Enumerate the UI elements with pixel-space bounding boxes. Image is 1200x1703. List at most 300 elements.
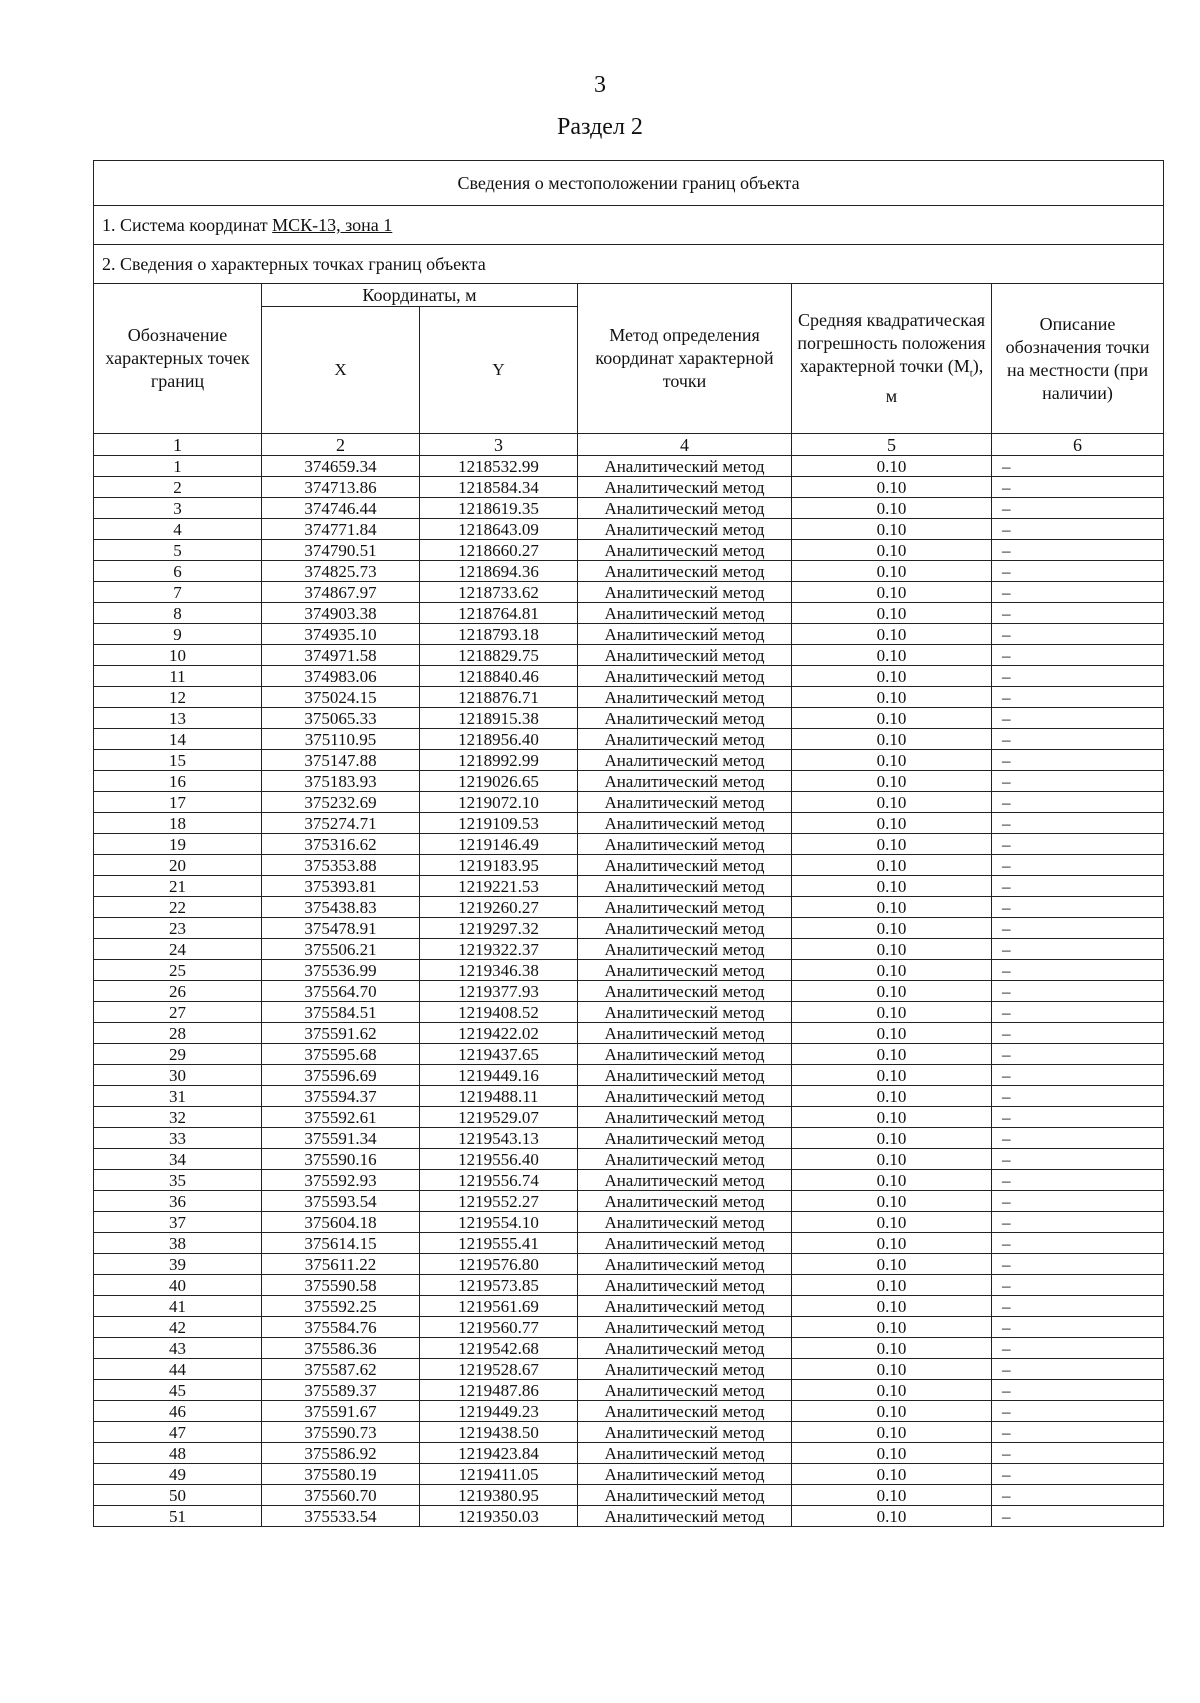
point-number-cell: 50 bbox=[94, 1485, 262, 1506]
coordinate-system-value: МСК-13, зона 1 bbox=[272, 215, 393, 235]
method-cell: Аналитический метод bbox=[578, 1296, 792, 1317]
method-cell: Аналитический метод bbox=[578, 456, 792, 477]
x-coordinate-cell: 375183.93 bbox=[262, 771, 420, 792]
point-number-cell: 15 bbox=[94, 750, 262, 771]
method-cell: Аналитический метод bbox=[578, 1422, 792, 1443]
description-cell: – bbox=[992, 897, 1164, 918]
description-cell: – bbox=[992, 603, 1164, 624]
y-coordinate-cell: 1218829.75 bbox=[420, 645, 578, 666]
point-number-cell: 47 bbox=[94, 1422, 262, 1443]
x-coordinate-cell: 375592.93 bbox=[262, 1170, 420, 1191]
column-number: 5 bbox=[792, 434, 992, 456]
point-number-cell: 18 bbox=[94, 813, 262, 834]
y-coordinate-cell: 1219488.11 bbox=[420, 1086, 578, 1107]
x-coordinate-cell: 374971.58 bbox=[262, 645, 420, 666]
method-cell: Аналитический метод bbox=[578, 1044, 792, 1065]
y-coordinate-cell: 1219576.80 bbox=[420, 1254, 578, 1275]
description-cell: – bbox=[992, 918, 1164, 939]
error-cell: 0.10 bbox=[792, 813, 992, 834]
y-coordinate-cell: 1219146.49 bbox=[420, 834, 578, 855]
y-coordinate-cell: 1219528.67 bbox=[420, 1359, 578, 1380]
description-cell: – bbox=[992, 1086, 1164, 1107]
error-cell: 0.10 bbox=[792, 792, 992, 813]
table-row bbox=[94, 792, 1164, 813]
method-cell: Аналитический метод bbox=[578, 1170, 792, 1191]
method-cell: Аналитический метод bbox=[578, 624, 792, 645]
table-row bbox=[94, 981, 1164, 1002]
y-coordinate-cell: 1218733.62 bbox=[420, 582, 578, 603]
error-cell: 0.10 bbox=[792, 834, 992, 855]
method-cell: Аналитический метод bbox=[578, 1107, 792, 1128]
table-row bbox=[94, 750, 1164, 771]
x-coordinate-cell: 375584.76 bbox=[262, 1317, 420, 1338]
x-coordinate-cell: 375580.19 bbox=[262, 1464, 420, 1485]
x-coordinate-cell: 374903.38 bbox=[262, 603, 420, 624]
description-cell: – bbox=[992, 1443, 1164, 1464]
header-designation: Обозначение характерных точек границ bbox=[94, 284, 262, 434]
description-cell: – bbox=[992, 1359, 1164, 1380]
y-coordinate-cell: 1218956.40 bbox=[420, 729, 578, 750]
method-cell: Аналитический метод bbox=[578, 708, 792, 729]
method-cell: Аналитический метод bbox=[578, 582, 792, 603]
method-cell: Аналитический метод bbox=[578, 1065, 792, 1086]
x-coordinate-cell: 374659.34 bbox=[262, 456, 420, 477]
table-row bbox=[94, 1149, 1164, 1170]
x-coordinate-cell: 375590.16 bbox=[262, 1149, 420, 1170]
error-cell: 0.10 bbox=[792, 1086, 992, 1107]
point-number-cell: 7 bbox=[94, 582, 262, 603]
error-cell: 0.10 bbox=[792, 876, 992, 897]
description-cell: – bbox=[992, 1254, 1164, 1275]
description-cell: – bbox=[992, 540, 1164, 561]
table-row bbox=[94, 1296, 1164, 1317]
method-cell: Аналитический метод bbox=[578, 498, 792, 519]
table-row bbox=[94, 1506, 1164, 1527]
y-coordinate-cell: 1219542.68 bbox=[420, 1338, 578, 1359]
description-cell: – bbox=[992, 960, 1164, 981]
point-number-cell: 12 bbox=[94, 687, 262, 708]
table-row bbox=[94, 1128, 1164, 1149]
x-coordinate-cell: 374983.06 bbox=[262, 666, 420, 687]
x-coordinate-cell: 375592.25 bbox=[262, 1296, 420, 1317]
coordinate-system-cell bbox=[94, 206, 1164, 245]
point-number-cell: 5 bbox=[94, 540, 262, 561]
x-coordinate-cell: 375536.99 bbox=[262, 960, 420, 981]
x-coordinate-cell: 375024.15 bbox=[262, 687, 420, 708]
x-coordinate-cell: 375232.69 bbox=[262, 792, 420, 813]
table-row bbox=[94, 1254, 1164, 1275]
column-number: 2 bbox=[262, 434, 420, 456]
method-cell: Аналитический метод bbox=[578, 813, 792, 834]
header-row-1 bbox=[94, 284, 1164, 307]
error-cell: 0.10 bbox=[792, 603, 992, 624]
table-row bbox=[94, 666, 1164, 687]
method-cell: Аналитический метод bbox=[578, 1191, 792, 1212]
error-cell: 0.10 bbox=[792, 960, 992, 981]
point-number-cell: 45 bbox=[94, 1380, 262, 1401]
x-coordinate-cell: 374825.73 bbox=[262, 561, 420, 582]
y-coordinate-cell: 1219422.02 bbox=[420, 1023, 578, 1044]
error-cell: 0.10 bbox=[792, 1170, 992, 1191]
point-number-cell: 10 bbox=[94, 645, 262, 666]
error-cell: 0.10 bbox=[792, 1422, 992, 1443]
x-coordinate-cell: 375611.22 bbox=[262, 1254, 420, 1275]
table-row bbox=[94, 519, 1164, 540]
header-y: Y bbox=[420, 307, 578, 434]
error-cell: 0.10 bbox=[792, 1044, 992, 1065]
x-coordinate-cell: 375587.62 bbox=[262, 1359, 420, 1380]
table-row bbox=[94, 708, 1164, 729]
description-cell: – bbox=[992, 1023, 1164, 1044]
point-number-cell: 17 bbox=[94, 792, 262, 813]
method-cell: Аналитический метод bbox=[578, 1506, 792, 1527]
method-cell: Аналитический метод bbox=[578, 540, 792, 561]
point-number-cell: 34 bbox=[94, 1149, 262, 1170]
table-row bbox=[94, 1023, 1164, 1044]
x-coordinate-cell: 375393.81 bbox=[262, 876, 420, 897]
method-cell: Аналитический метод bbox=[578, 1317, 792, 1338]
x-coordinate-cell: 375533.54 bbox=[262, 1506, 420, 1527]
error-cell: 0.10 bbox=[792, 1401, 992, 1422]
x-coordinate-cell: 375591.62 bbox=[262, 1023, 420, 1044]
table-row bbox=[94, 834, 1164, 855]
error-cell: 0.10 bbox=[792, 729, 992, 750]
y-coordinate-cell: 1219543.13 bbox=[420, 1128, 578, 1149]
header-description: Описание обозначения точки на местности (при наличии) bbox=[992, 284, 1164, 434]
description-cell: – bbox=[992, 1485, 1164, 1506]
description-cell: – bbox=[992, 1275, 1164, 1296]
error-cell: 0.10 bbox=[792, 750, 992, 771]
error-cell: 0.10 bbox=[792, 540, 992, 561]
table-row bbox=[94, 1191, 1164, 1212]
description-cell: – bbox=[992, 582, 1164, 603]
header-error-suffix: ), м bbox=[885, 355, 984, 407]
description-cell: – bbox=[992, 456, 1164, 477]
point-number-cell: 51 bbox=[94, 1506, 262, 1527]
description-cell: – bbox=[992, 1380, 1164, 1401]
y-coordinate-cell: 1219552.27 bbox=[420, 1191, 578, 1212]
y-coordinate-cell: 1219350.03 bbox=[420, 1506, 578, 1527]
y-coordinate-cell: 1219072.10 bbox=[420, 792, 578, 813]
error-cell: 0.10 bbox=[792, 981, 992, 1002]
point-number-cell: 16 bbox=[94, 771, 262, 792]
table-row bbox=[94, 1275, 1164, 1296]
point-number-cell: 33 bbox=[94, 1128, 262, 1149]
method-cell: Аналитический метод bbox=[578, 1002, 792, 1023]
error-cell: 0.10 bbox=[792, 687, 992, 708]
point-number-cell: 8 bbox=[94, 603, 262, 624]
point-number-cell: 20 bbox=[94, 855, 262, 876]
description-cell: – bbox=[992, 687, 1164, 708]
column-number: 6 bbox=[992, 434, 1164, 456]
y-coordinate-cell: 1218660.27 bbox=[420, 540, 578, 561]
y-coordinate-cell: 1218619.35 bbox=[420, 498, 578, 519]
point-number-cell: 40 bbox=[94, 1275, 262, 1296]
y-coordinate-cell: 1219109.53 bbox=[420, 813, 578, 834]
method-cell: Аналитический метод bbox=[578, 1380, 792, 1401]
point-number-cell: 19 bbox=[94, 834, 262, 855]
method-cell: Аналитический метод bbox=[578, 897, 792, 918]
method-cell: Аналитический метод bbox=[578, 1338, 792, 1359]
error-cell: 0.10 bbox=[792, 645, 992, 666]
error-cell: 0.10 bbox=[792, 1485, 992, 1506]
y-coordinate-cell: 1219487.86 bbox=[420, 1380, 578, 1401]
method-cell: Аналитический метод bbox=[578, 687, 792, 708]
table-row bbox=[94, 477, 1164, 498]
description-cell: – bbox=[992, 645, 1164, 666]
table-row bbox=[94, 960, 1164, 981]
method-cell: Аналитический метод bbox=[578, 1023, 792, 1044]
error-cell: 0.10 bbox=[792, 939, 992, 960]
description-cell: – bbox=[992, 1506, 1164, 1527]
table-row bbox=[94, 1485, 1164, 1506]
x-coordinate-cell: 375586.36 bbox=[262, 1338, 420, 1359]
header-method: Метод определения координат характерной точки bbox=[578, 284, 792, 434]
y-coordinate-cell: 1218764.81 bbox=[420, 603, 578, 624]
x-coordinate-cell: 375596.69 bbox=[262, 1065, 420, 1086]
error-cell: 0.10 bbox=[792, 1233, 992, 1254]
error-cell: 0.10 bbox=[792, 771, 992, 792]
x-coordinate-cell: 375589.37 bbox=[262, 1380, 420, 1401]
x-coordinate-cell: 375590.73 bbox=[262, 1422, 420, 1443]
description-cell: – bbox=[992, 1338, 1164, 1359]
description-cell: – bbox=[992, 1401, 1164, 1422]
table-row bbox=[94, 1359, 1164, 1380]
table-row bbox=[94, 582, 1164, 603]
point-number-cell: 41 bbox=[94, 1296, 262, 1317]
method-cell: Аналитический метод bbox=[578, 855, 792, 876]
description-cell: – bbox=[992, 981, 1164, 1002]
point-number-cell: 39 bbox=[94, 1254, 262, 1275]
x-coordinate-cell: 375438.83 bbox=[262, 897, 420, 918]
point-number-cell: 4 bbox=[94, 519, 262, 540]
x-coordinate-cell: 375593.54 bbox=[262, 1191, 420, 1212]
description-cell: – bbox=[992, 561, 1164, 582]
point-number-cell: 26 bbox=[94, 981, 262, 1002]
point-number-cell: 2 bbox=[94, 477, 262, 498]
description-cell: – bbox=[992, 855, 1164, 876]
description-cell: – bbox=[992, 1233, 1164, 1254]
table-row bbox=[94, 729, 1164, 750]
description-cell: – bbox=[992, 1296, 1164, 1317]
point-number-cell: 3 bbox=[94, 498, 262, 519]
y-coordinate-cell: 1218584.34 bbox=[420, 477, 578, 498]
method-cell: Аналитический метод bbox=[578, 729, 792, 750]
x-coordinate-cell: 375560.70 bbox=[262, 1485, 420, 1506]
method-cell: Аналитический метод bbox=[578, 561, 792, 582]
x-coordinate-cell: 375591.34 bbox=[262, 1128, 420, 1149]
table-row bbox=[94, 1380, 1164, 1401]
table-row bbox=[94, 1317, 1164, 1338]
description-cell: – bbox=[992, 792, 1164, 813]
description-cell: – bbox=[992, 498, 1164, 519]
y-coordinate-cell: 1218532.99 bbox=[420, 456, 578, 477]
description-cell: – bbox=[992, 771, 1164, 792]
point-number-cell: 37 bbox=[94, 1212, 262, 1233]
method-cell: Аналитический метод bbox=[578, 1464, 792, 1485]
y-coordinate-cell: 1218793.18 bbox=[420, 624, 578, 645]
y-coordinate-cell: 1219377.93 bbox=[420, 981, 578, 1002]
description-cell: – bbox=[992, 519, 1164, 540]
method-cell: Аналитический метод bbox=[578, 918, 792, 939]
point-number-cell: 27 bbox=[94, 1002, 262, 1023]
error-cell: 0.10 bbox=[792, 1275, 992, 1296]
x-coordinate-cell: 375592.61 bbox=[262, 1107, 420, 1128]
error-cell: 0.10 bbox=[792, 897, 992, 918]
point-number-cell: 21 bbox=[94, 876, 262, 897]
point-number-cell: 42 bbox=[94, 1317, 262, 1338]
table-row bbox=[94, 1170, 1164, 1191]
error-cell: 0.10 bbox=[792, 1296, 992, 1317]
error-cell: 0.10 bbox=[792, 477, 992, 498]
method-cell: Аналитический метод bbox=[578, 1443, 792, 1464]
method-cell: Аналитический метод bbox=[578, 834, 792, 855]
x-coordinate-cell: 375595.68 bbox=[262, 1044, 420, 1065]
table-row bbox=[94, 687, 1164, 708]
method-cell: Аналитический метод bbox=[578, 1149, 792, 1170]
table-row bbox=[94, 939, 1164, 960]
description-cell: – bbox=[992, 750, 1164, 771]
table-row bbox=[94, 918, 1164, 939]
point-number-cell: 24 bbox=[94, 939, 262, 960]
point-number-cell: 31 bbox=[94, 1086, 262, 1107]
point-number-cell: 30 bbox=[94, 1065, 262, 1086]
description-cell: – bbox=[992, 477, 1164, 498]
point-number-cell: 36 bbox=[94, 1191, 262, 1212]
description-cell: – bbox=[992, 1002, 1164, 1023]
boundary-coordinates-table bbox=[93, 160, 1164, 1527]
error-cell: 0.10 bbox=[792, 519, 992, 540]
y-coordinate-cell: 1219260.27 bbox=[420, 897, 578, 918]
point-number-cell: 23 bbox=[94, 918, 262, 939]
method-cell: Аналитический метод bbox=[578, 603, 792, 624]
error-cell: 0.10 bbox=[792, 1212, 992, 1233]
error-cell: 0.10 bbox=[792, 1023, 992, 1044]
error-cell: 0.10 bbox=[792, 1191, 992, 1212]
error-cell: 0.10 bbox=[792, 1443, 992, 1464]
error-cell: 0.10 bbox=[792, 1254, 992, 1275]
description-cell: – bbox=[992, 1422, 1164, 1443]
x-coordinate-cell: 375506.21 bbox=[262, 939, 420, 960]
header-coordinates: Координаты, м bbox=[262, 284, 578, 307]
description-cell: – bbox=[992, 624, 1164, 645]
y-coordinate-cell: 1219026.65 bbox=[420, 771, 578, 792]
table-row bbox=[94, 771, 1164, 792]
table-row bbox=[94, 876, 1164, 897]
table-title: Сведения о местоположении границ объекта bbox=[94, 161, 1164, 206]
description-cell: – bbox=[992, 1212, 1164, 1233]
table-title-row bbox=[94, 161, 1164, 206]
y-coordinate-cell: 1219560.77 bbox=[420, 1317, 578, 1338]
y-coordinate-cell: 1219411.05 bbox=[420, 1464, 578, 1485]
method-cell: Аналитический метод bbox=[578, 960, 792, 981]
method-cell: Аналитический метод bbox=[578, 519, 792, 540]
point-number-cell: 49 bbox=[94, 1464, 262, 1485]
method-cell: Аналитический метод bbox=[578, 1359, 792, 1380]
x-coordinate-cell: 375353.88 bbox=[262, 855, 420, 876]
y-coordinate-cell: 1219322.37 bbox=[420, 939, 578, 960]
error-cell: 0.10 bbox=[792, 1065, 992, 1086]
y-coordinate-cell: 1218643.09 bbox=[420, 519, 578, 540]
method-cell: Аналитический метод bbox=[578, 666, 792, 687]
description-cell: – bbox=[992, 1191, 1164, 1212]
method-cell: Аналитический метод bbox=[578, 1233, 792, 1254]
method-cell: Аналитический метод bbox=[578, 477, 792, 498]
table-row bbox=[94, 456, 1164, 477]
column-number: 1 bbox=[94, 434, 262, 456]
error-cell: 0.10 bbox=[792, 624, 992, 645]
y-coordinate-cell: 1218840.46 bbox=[420, 666, 578, 687]
error-cell: 0.10 bbox=[792, 855, 992, 876]
y-coordinate-cell: 1219437.65 bbox=[420, 1044, 578, 1065]
x-coordinate-cell: 375065.33 bbox=[262, 708, 420, 729]
y-coordinate-cell: 1219529.07 bbox=[420, 1107, 578, 1128]
column-numbers-row bbox=[94, 434, 1164, 456]
table-row bbox=[94, 603, 1164, 624]
table-row bbox=[94, 1044, 1164, 1065]
description-cell: – bbox=[992, 876, 1164, 897]
y-coordinate-cell: 1218915.38 bbox=[420, 708, 578, 729]
x-coordinate-cell: 375586.92 bbox=[262, 1443, 420, 1464]
y-coordinate-cell: 1219556.40 bbox=[420, 1149, 578, 1170]
error-cell: 0.10 bbox=[792, 1380, 992, 1401]
error-cell: 0.10 bbox=[792, 666, 992, 687]
table-row bbox=[94, 1233, 1164, 1254]
description-cell: – bbox=[992, 1464, 1164, 1485]
y-coordinate-cell: 1219449.16 bbox=[420, 1065, 578, 1086]
y-coordinate-cell: 1219561.69 bbox=[420, 1296, 578, 1317]
point-number-cell: 13 bbox=[94, 708, 262, 729]
point-number-cell: 28 bbox=[94, 1023, 262, 1044]
point-number-cell: 9 bbox=[94, 624, 262, 645]
y-coordinate-cell: 1218694.36 bbox=[420, 561, 578, 582]
error-cell: 0.10 bbox=[792, 561, 992, 582]
y-coordinate-cell: 1219449.23 bbox=[420, 1401, 578, 1422]
section-title: Раздел 2 bbox=[557, 114, 643, 140]
point-number-cell: 14 bbox=[94, 729, 262, 750]
point-number-cell: 43 bbox=[94, 1338, 262, 1359]
point-number-cell: 32 bbox=[94, 1107, 262, 1128]
y-coordinate-cell: 1218992.99 bbox=[420, 750, 578, 771]
y-coordinate-cell: 1219380.95 bbox=[420, 1485, 578, 1506]
error-cell: 0.10 bbox=[792, 1149, 992, 1170]
table-row bbox=[94, 1212, 1164, 1233]
error-cell: 0.10 bbox=[792, 456, 992, 477]
coordinate-system-row bbox=[94, 206, 1164, 245]
method-cell: Аналитический метод bbox=[578, 1275, 792, 1296]
table-row bbox=[94, 1422, 1164, 1443]
point-number-cell: 11 bbox=[94, 666, 262, 687]
x-coordinate-cell: 375316.62 bbox=[262, 834, 420, 855]
table-row bbox=[94, 813, 1164, 834]
y-coordinate-cell: 1218876.71 bbox=[420, 687, 578, 708]
x-coordinate-cell: 375564.70 bbox=[262, 981, 420, 1002]
method-cell: Аналитический метод bbox=[578, 939, 792, 960]
y-coordinate-cell: 1219438.50 bbox=[420, 1422, 578, 1443]
error-cell: 0.10 bbox=[792, 1317, 992, 1338]
point-number-cell: 44 bbox=[94, 1359, 262, 1380]
x-coordinate-cell: 375604.18 bbox=[262, 1212, 420, 1233]
point-number-cell: 35 bbox=[94, 1170, 262, 1191]
x-coordinate-cell: 375274.71 bbox=[262, 813, 420, 834]
error-cell: 0.10 bbox=[792, 1506, 992, 1527]
description-cell: – bbox=[992, 1128, 1164, 1149]
error-cell: 0.10 bbox=[792, 1359, 992, 1380]
description-cell: – bbox=[992, 939, 1164, 960]
method-cell: Аналитический метод bbox=[578, 876, 792, 897]
table-row bbox=[94, 897, 1164, 918]
point-number-cell: 1 bbox=[94, 456, 262, 477]
